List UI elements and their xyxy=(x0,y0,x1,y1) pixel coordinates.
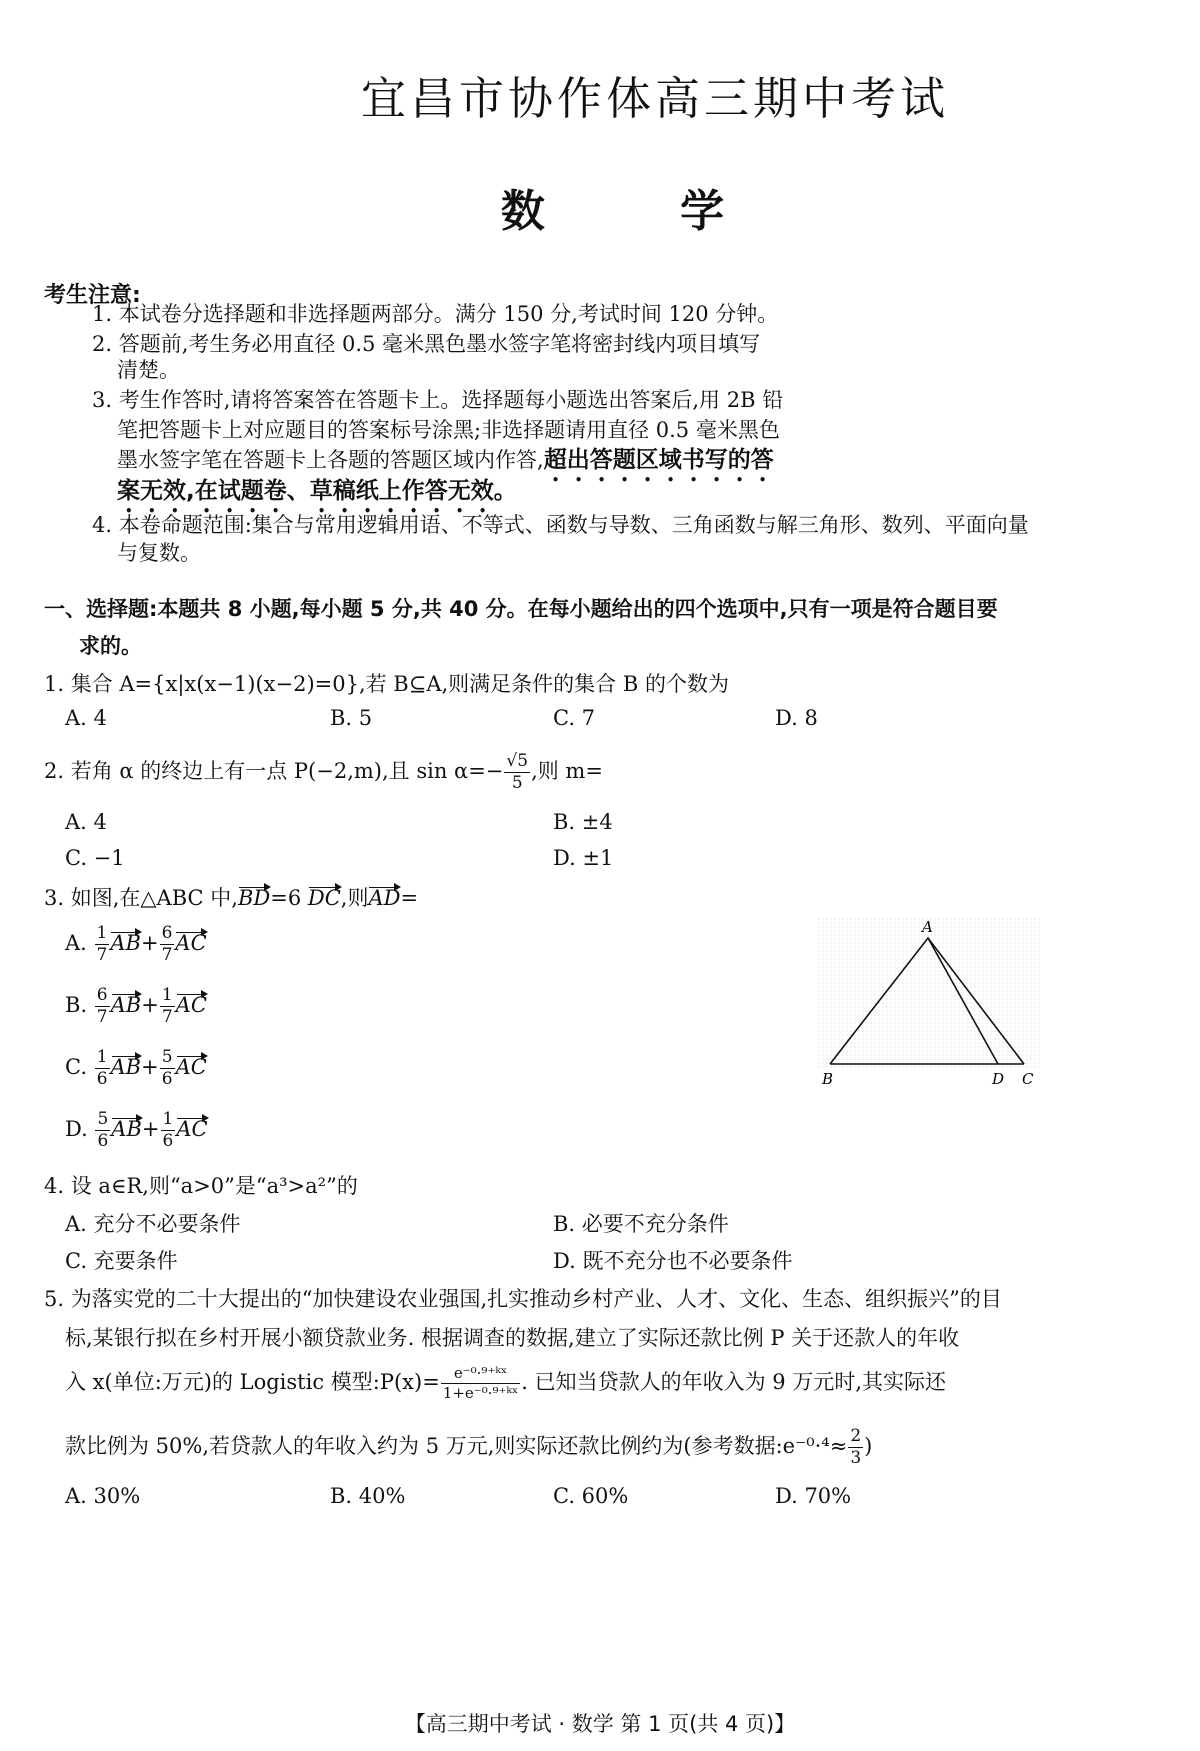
q4-option-c: C. 充要条件 xyxy=(65,1249,178,1273)
section-1-heading: 一、选择题:本题共 8 小题,每小题 5 分,共 40 分。在每小题给出的四个选项中,只有一项是符合题目要 xyxy=(44,597,998,621)
q2-sin-fraction xyxy=(504,753,530,792)
q2-option-a: A. 4 xyxy=(65,810,107,834)
q1-option-b: B. 5 xyxy=(330,706,373,730)
q2-option-b: B. ±4 xyxy=(553,810,613,834)
notice-warning-part2: 案无效,在试题卷、草稿纸上作答无效。 xyxy=(117,478,517,504)
q3-b-n2: 1 xyxy=(161,985,173,1005)
question-2-stem xyxy=(44,753,603,792)
q5-frac-num: e⁻⁰·⁹⁺ᵏˣ xyxy=(441,1366,520,1384)
q3-option-a-label: A. xyxy=(65,931,87,955)
vector-bd: BD xyxy=(237,886,271,910)
notice-line-4a: 4. 本卷命题范围:集合与常用逻辑用语、不等式、函数与导数、三角函数与解三角形、数列、平面向量 xyxy=(92,513,1029,537)
q5-frac-den: 1+e⁻⁰·⁹⁺ᵏˣ xyxy=(442,1384,519,1402)
vector-ab: AB xyxy=(110,931,141,955)
q5-line-4-close: ) xyxy=(864,1434,873,1458)
q3-option-a: A. $\frac{1}{7}$ AB+ $\frac{6}{7}$ AC xyxy=(65,923,207,965)
q3-stem-eq: = xyxy=(400,886,419,910)
q5-logistic-fraction xyxy=(441,1366,520,1401)
notice-heading: 考生注意: xyxy=(44,283,141,308)
notice-line-1: 1. 本试卷分选择题和非选择题两部分。满分 150 分,考试时间 120 分钟。 xyxy=(92,302,779,326)
q3-stem-part1: 3. 如图,在△ABC 中, xyxy=(44,886,238,910)
q4-option-a: A. 充分不必要条件 xyxy=(65,1212,241,1236)
q3-d-d2: 6 xyxy=(162,1131,174,1151)
q5-ref-num: 2 xyxy=(850,1426,862,1446)
question-3-stem xyxy=(44,882,418,912)
q3-b-d1: 7 xyxy=(96,1007,108,1027)
q3-d-frac1 xyxy=(95,1111,110,1150)
label-c: C xyxy=(1022,1070,1034,1088)
q3-d-n2: 1 xyxy=(162,1109,174,1129)
vector-ac: AC xyxy=(175,1055,207,1079)
notice-line-3a: 3. 考生作答时,请将答案答在答题卡上。选择题每小题选出答案后,用 2B 铅 xyxy=(92,388,784,412)
q2-stem-part1: 2. 若角 α 的终边上有一点 P(−2,m),且 sin α=− xyxy=(44,759,504,783)
q3-c-n2: 5 xyxy=(161,1047,173,1067)
notice-warning-part1: 超出答题区域书写的答 xyxy=(543,447,774,473)
q5-line-4-text: 款比例为 50%,若贷款人的年收入约为 5 万元,则实际还款比例约为(参考数据:e⁻⁰·⁴≈ xyxy=(65,1434,848,1458)
question-5-line-2: 标,某银行拟在乡村开展小额贷款业务. 根据调查的数据,建立了实际还款比例 P 关于还款人的年收 xyxy=(65,1326,960,1350)
q3-option-c: C. $\frac{1}{6}$ AB+ $\frac{5}{6}$ AC xyxy=(65,1047,207,1089)
q3-stem-part2: ,则 xyxy=(340,886,369,910)
q2-option-c: C. −1 xyxy=(65,846,125,870)
q5-option-b: B. 40% xyxy=(330,1484,406,1508)
q3-c-d1: 6 xyxy=(96,1069,108,1089)
q3-c-n1: 1 xyxy=(96,1047,108,1067)
notice-line-2a: 2. 答题前,考生务必用直径 0.5 毫米黑色墨水签字笔将密封线内项目填写 xyxy=(92,332,761,356)
vector-dc: DC xyxy=(307,886,341,910)
q5-option-d: D. 70% xyxy=(775,1484,852,1508)
q3-c-frac1 xyxy=(95,1049,110,1088)
section-1-heading-cont: 求的。 xyxy=(79,634,142,658)
q3-a-d2: 7 xyxy=(161,945,173,965)
q3-b-frac2 xyxy=(160,987,175,1026)
vector-ab: AB xyxy=(111,1117,142,1141)
vector-ac: AC xyxy=(175,993,207,1017)
label-d: D xyxy=(992,1070,1005,1088)
notice-line-3b: 笔把答题卡上对应题目的答案标号涂黑;非选择题请用直径 0.5 毫米黑色 xyxy=(117,418,780,442)
vector-ab: AB xyxy=(110,993,142,1017)
q3-a-frac2 xyxy=(160,925,175,964)
q3-option-c-label: C. xyxy=(65,1055,87,1079)
q5-option-c: C. 60% xyxy=(553,1484,629,1508)
q3-b-n1: 6 xyxy=(96,985,108,1005)
q3-b-d2: 7 xyxy=(161,1007,173,1027)
vector-ab: AB xyxy=(110,1055,142,1079)
notice-line-3c-plain: 墨水签字笔在答题卡上各题的答题区域内作答, xyxy=(117,448,544,472)
question-1-stem: 1. 集合 A={x|x(x−1)(x−2)=0},若 B⊆A,则满足条件的集合 B 的个数为 xyxy=(44,672,729,696)
q4-option-b: B. 必要不充分条件 xyxy=(553,1212,729,1236)
question-5-line-4 xyxy=(65,1428,872,1467)
label-a: A xyxy=(922,918,933,936)
q1-option-a: A. 4 xyxy=(65,706,107,730)
page-footer: 【高三期中考试 · 数学 第 1 页(共 4 页)】 xyxy=(404,1712,796,1736)
q3-c-frac2 xyxy=(160,1049,175,1088)
q3-a-n1: 1 xyxy=(96,923,108,943)
subject-title: 数 学 xyxy=(500,186,785,237)
q5-option-a: A. 30% xyxy=(65,1484,141,1508)
vector-ad: AD xyxy=(368,886,401,910)
q3-c-d2: 6 xyxy=(161,1069,173,1089)
q5-ref-fraction xyxy=(848,1428,863,1467)
q3-d-frac2 xyxy=(161,1111,176,1150)
q3-d-d1: 6 xyxy=(97,1131,109,1151)
q3-stem-mid: =6 xyxy=(270,886,308,910)
q1-option-c: C. 7 xyxy=(553,706,596,730)
q3-d-n1: 5 xyxy=(97,1109,109,1129)
q2-stem-part2: ,则 m= xyxy=(531,759,603,783)
question-4-stem: 4. 设 a∈R,则“a>0”是“a³>a²”的 xyxy=(44,1174,358,1198)
notice-line-4b: 与复数。 xyxy=(117,541,201,565)
triangle-figure xyxy=(818,918,1040,1090)
q2-frac-den: 5 xyxy=(511,773,523,793)
q4-option-d: D. 既不充分也不必要条件 xyxy=(553,1249,793,1273)
q5-line-3-rest: . 已知当贷款人的年收入为 9 万元时,其实际还 xyxy=(521,1370,947,1394)
q3-a-n2: 6 xyxy=(161,923,173,943)
q3-option-b: B. $\frac{6}{7}$ AB+ $\frac{1}{7}$ AC xyxy=(65,985,207,1027)
q3-a-d1: 7 xyxy=(96,945,108,965)
vector-ac: AC xyxy=(175,931,207,955)
q5-model-text: 入 x(单位:万元)的 Logistic 模型:P(x)= xyxy=(65,1370,440,1394)
question-5-line-3 xyxy=(65,1366,946,1401)
q3-option-d: D. $\frac{5}{6}$ AB+ $\frac{1}{6}$ AC xyxy=(65,1109,208,1151)
label-b: B xyxy=(822,1070,834,1088)
notice-line-2b: 清楚。 xyxy=(117,358,180,382)
q5-ref-den: 3 xyxy=(850,1448,862,1468)
q3-option-d-label: D. xyxy=(65,1117,88,1141)
q2-frac-num: √5 xyxy=(506,751,529,771)
exam-title: 宜昌市协作体高三期中考试 xyxy=(360,72,949,125)
q3-option-b-label: B. xyxy=(65,993,88,1017)
vector-ac: AC xyxy=(176,1117,208,1141)
q3-a-frac1 xyxy=(95,925,110,964)
q2-option-d: D. ±1 xyxy=(553,846,614,870)
question-5-line-1: 5. 为落实党的二十大提出的“加快建设农业强国,扎实推动乡村产业、人才、文化、生态、组织振兴”的目 xyxy=(44,1287,1002,1311)
q1-option-d: D. 8 xyxy=(775,706,818,730)
q3-b-frac1 xyxy=(95,987,110,1026)
